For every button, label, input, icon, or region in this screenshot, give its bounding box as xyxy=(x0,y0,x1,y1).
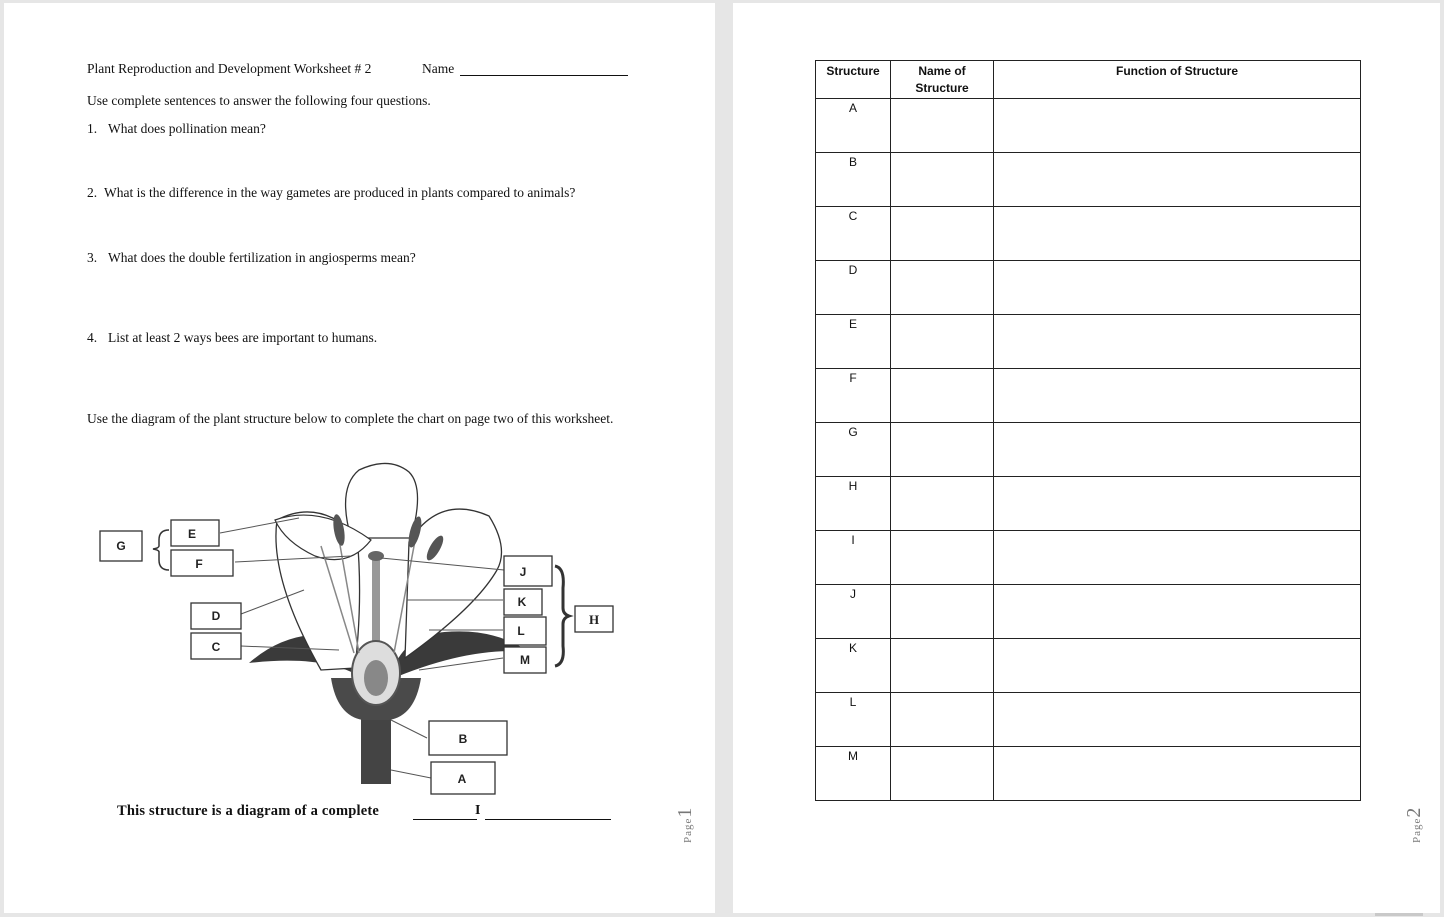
petal-top xyxy=(346,463,418,538)
style xyxy=(372,558,380,648)
header-structure: Structure xyxy=(816,61,891,99)
name-blank-line[interactable] xyxy=(460,75,628,76)
chart-row xyxy=(816,369,1361,423)
name-cell[interactable] xyxy=(891,153,994,207)
function-cell[interactable] xyxy=(994,99,1361,153)
document-page-1 xyxy=(4,3,715,913)
blank-line-2[interactable] xyxy=(485,819,611,820)
name-cell[interactable] xyxy=(891,315,994,369)
structure-letter: C xyxy=(816,207,891,261)
header-name-line-1: Name of xyxy=(918,64,966,78)
structure-letter: K xyxy=(816,639,891,693)
function-cell[interactable] xyxy=(994,207,1361,261)
header-function: Function of Structure xyxy=(994,61,1361,99)
structure-letter: L xyxy=(816,693,891,747)
question-2-number: 2. xyxy=(87,185,98,200)
structure-letter: E xyxy=(816,315,891,369)
name-cell[interactable] xyxy=(891,693,994,747)
flower-diagram xyxy=(89,458,629,798)
blank-line-1[interactable] xyxy=(413,819,477,820)
name-cell[interactable] xyxy=(891,531,994,585)
question-3-number: 3. xyxy=(87,250,98,265)
chart-row xyxy=(816,477,1361,531)
name-cell[interactable] xyxy=(891,477,994,531)
chart-row xyxy=(816,531,1361,585)
chart-row xyxy=(816,207,1361,261)
label-h: H xyxy=(588,612,600,627)
bottom-label-i: I xyxy=(475,803,481,818)
function-cell[interactable] xyxy=(994,315,1361,369)
name-label: Name xyxy=(422,61,455,76)
name-cell[interactable] xyxy=(891,585,994,639)
label-d: D xyxy=(211,609,221,623)
function-cell[interactable] xyxy=(994,531,1361,585)
label-k: K xyxy=(517,595,527,609)
header-name-line-2: Structure xyxy=(915,81,969,95)
function-cell[interactable] xyxy=(994,369,1361,423)
label-m: M xyxy=(520,653,530,667)
document-page-2 xyxy=(733,3,1440,913)
question-1: What does pollination mean? xyxy=(108,121,266,136)
chart-row xyxy=(816,639,1361,693)
chart-row xyxy=(816,99,1361,153)
diagram-instructions: Use the diagram of the plant structure below to complete the chart on page two of this worksheet. xyxy=(87,411,614,426)
page-number-2 xyxy=(1403,808,1426,843)
horizontal-scrollbar[interactable] xyxy=(1375,913,1423,916)
page-word-2: Page xyxy=(1411,817,1423,843)
instructions: Use complete sentences to answer the following four questions. xyxy=(87,93,431,108)
name-cell[interactable] xyxy=(891,423,994,477)
function-cell[interactable] xyxy=(994,477,1361,531)
brace-jklm xyxy=(555,566,569,666)
chart-row xyxy=(816,585,1361,639)
page-digit-1: 1 xyxy=(674,807,696,818)
structure-letter: A xyxy=(816,99,891,153)
worksheet-title: Plant Reproduction and Development Worksheet # 2 xyxy=(87,61,372,76)
label-box-b xyxy=(429,721,507,755)
label-l: L xyxy=(517,624,525,638)
header-name-of-structure xyxy=(891,61,994,99)
function-cell[interactable] xyxy=(994,585,1361,639)
name-cell[interactable] xyxy=(891,207,994,261)
chart-row xyxy=(816,693,1361,747)
page-number-1 xyxy=(674,808,697,843)
chart-row xyxy=(816,315,1361,369)
name-cell[interactable] xyxy=(891,747,994,801)
name-cell[interactable] xyxy=(891,99,994,153)
label-a: A xyxy=(457,772,467,786)
question-2: What is the difference in the way gametes are produced in plants compared to animals? xyxy=(104,185,576,200)
question-1-number: 1. xyxy=(87,121,98,136)
name-cell[interactable] xyxy=(891,369,994,423)
function-cell[interactable] xyxy=(994,747,1361,801)
label-b: B xyxy=(458,732,468,746)
structure-chart xyxy=(815,60,1361,801)
chart-row xyxy=(816,747,1361,801)
label-j: J xyxy=(519,565,527,579)
question-3: What does the double fertilization in angiosperms mean? xyxy=(108,250,416,265)
page-digit-2: 2 xyxy=(1403,807,1425,818)
label-f: F xyxy=(195,557,203,571)
chart-row xyxy=(816,423,1361,477)
brace-ef xyxy=(153,530,169,570)
function-cell[interactable] xyxy=(994,261,1361,315)
function-cell[interactable] xyxy=(994,693,1361,747)
chart-row xyxy=(816,153,1361,207)
structure-letter: I xyxy=(816,531,891,585)
question-4-number: 4. xyxy=(87,330,98,345)
bottom-sentence: This structure is a diagram of a complete xyxy=(117,803,380,819)
structure-letter: D xyxy=(816,261,891,315)
ovule xyxy=(364,660,388,696)
label-c: C xyxy=(211,640,221,654)
question-4: List at least 2 ways bees are important to humans. xyxy=(108,330,378,345)
structure-letter: M xyxy=(816,747,891,801)
structure-letter: F xyxy=(816,369,891,423)
page-word-1: Page xyxy=(682,817,694,843)
name-cell[interactable] xyxy=(891,261,994,315)
function-cell[interactable] xyxy=(994,153,1361,207)
structure-letter: H xyxy=(816,477,891,531)
name-cell[interactable] xyxy=(891,639,994,693)
structure-letter: G xyxy=(816,423,891,477)
structure-letter: J xyxy=(816,585,891,639)
structure-letter: B xyxy=(816,153,891,207)
label-box-j xyxy=(504,556,552,586)
stigma xyxy=(368,551,384,561)
label-box-l xyxy=(504,617,546,645)
chart-row xyxy=(816,261,1361,315)
function-cell[interactable] xyxy=(994,423,1361,477)
label-g: G xyxy=(116,539,126,553)
label-e: E xyxy=(187,527,197,541)
function-cell[interactable] xyxy=(994,639,1361,693)
